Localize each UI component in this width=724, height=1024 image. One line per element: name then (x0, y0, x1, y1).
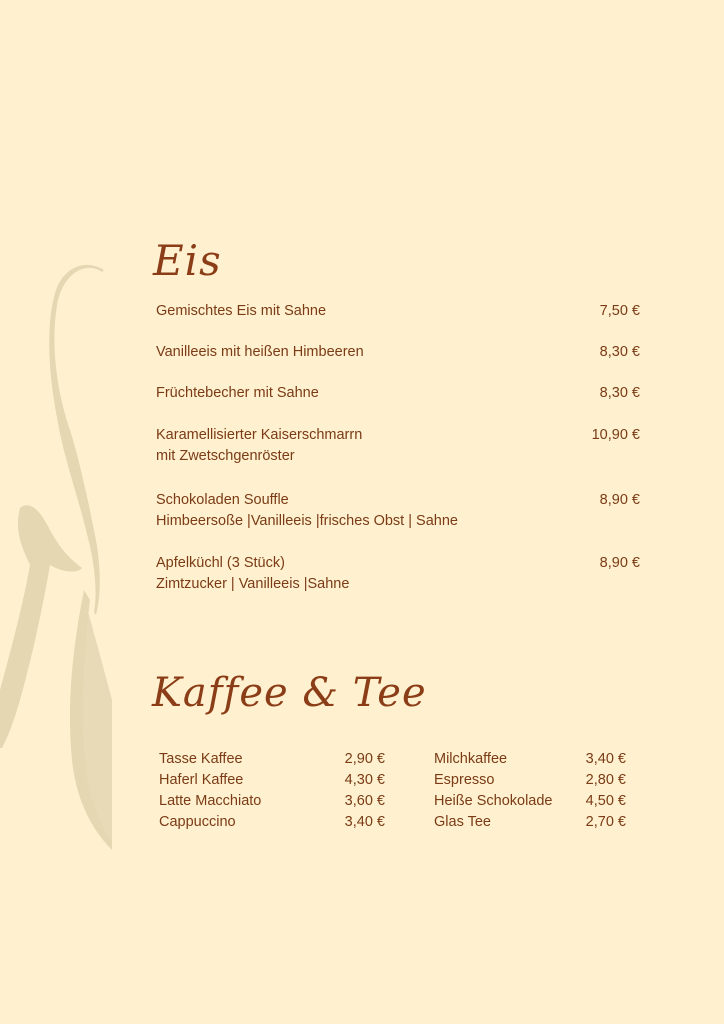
item-name: Vanilleeis mit heißen Himbeeren (156, 344, 364, 360)
drink-row (159, 812, 385, 833)
menu-item (156, 342, 640, 363)
drink-name: Glas Tee (434, 814, 491, 830)
drink-name: Cappuccino (159, 814, 236, 830)
drink-row (159, 770, 385, 791)
drink-name: Espresso (434, 772, 495, 788)
drink-row (434, 812, 626, 833)
menu-item (156, 383, 640, 404)
item-price: 8,30 € (599, 344, 640, 360)
menu-item (156, 425, 640, 467)
item-price: 10,90 € (591, 427, 640, 443)
item-description: Zimtzucker | Vanilleeis |Sahne (156, 576, 350, 592)
drink-row (434, 749, 626, 770)
drink-price: 2,90 € (344, 751, 385, 767)
item-price: 8,90 € (599, 555, 640, 571)
menu-item (156, 301, 640, 322)
drink-price: 3,40 € (344, 814, 385, 830)
drink-price: 2,70 € (585, 814, 626, 830)
drink-price: 3,60 € (344, 793, 385, 809)
drink-price: 3,40 € (585, 751, 626, 767)
section-title-eis: Eis (153, 236, 222, 285)
drink-row (159, 791, 385, 812)
item-name: Schokoladen Souffle (156, 492, 289, 508)
item-name: Gemischtes Eis mit Sahne (156, 303, 327, 319)
drink-name: Heiße Schokolade (434, 793, 553, 809)
item-price: 8,90 € (599, 492, 640, 508)
drink-row (159, 749, 385, 770)
item-name: Früchtebecher mit Sahne (156, 385, 319, 401)
drink-row (434, 770, 626, 791)
item-price: 8,30 € (599, 385, 640, 401)
item-name: Karamellisierter Kaiserschmarrn (156, 427, 363, 443)
drink-row (434, 791, 626, 812)
drink-name: Latte Macchiato (159, 793, 262, 809)
menu-item (156, 490, 640, 532)
drink-price: 2,80 € (585, 772, 626, 788)
item-description: Himbeersoße |Vanilleeis |frisches Obst | Sahne (156, 513, 458, 529)
drink-name: Tasse Kaffee (159, 751, 243, 767)
menu-item (156, 553, 640, 595)
item-price: 7,50 € (599, 303, 640, 319)
drink-price: 4,30 € (344, 772, 385, 788)
drink-name: Milchkaffee (434, 751, 508, 767)
section-title-kaffee: Kaffee & Tee (152, 670, 427, 716)
drink-name: Haferl Kaffee (159, 772, 244, 788)
drink-price: 4,50 € (585, 793, 626, 809)
item-description: mit Zwetschgenröster (156, 448, 295, 464)
item-name: Apfelküchl (3 Stück) (156, 555, 285, 571)
